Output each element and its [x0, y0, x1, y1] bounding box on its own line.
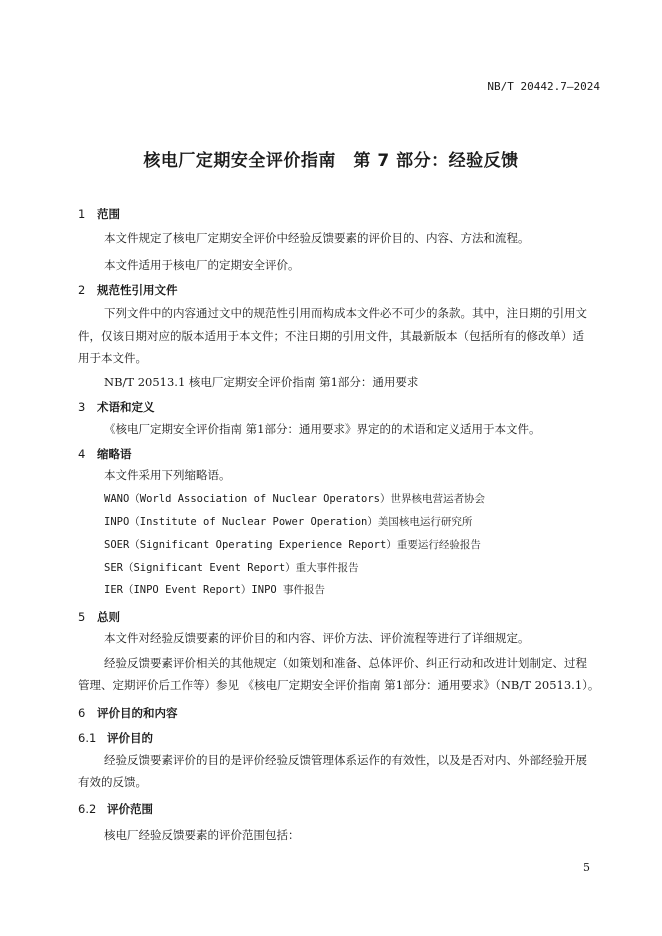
abbreviation-item: SOER（Significant Operating Experience Report）重要运行经验报告	[104, 539, 481, 551]
paragraph: 本文件适用于核电厂的定期安全评价。	[104, 258, 300, 272]
section-number: 6.1	[78, 731, 97, 745]
paragraph: 《核电厂定期安全评价指南 第1部分：通用要求》界定的的术语和定义适用于本文件。	[104, 422, 541, 436]
section-number: 6	[78, 706, 86, 720]
section-title: 评价目的和内容	[97, 706, 178, 720]
section-6-2-heading	[78, 801, 153, 817]
section-number: 5	[78, 610, 86, 624]
abbreviation-item: INPO（Institute of Nuclear Power Operation）美国核电运行研究所	[104, 516, 473, 528]
section-1-heading	[78, 206, 120, 222]
standard-number: NB/T 20442.7—2024	[487, 80, 600, 93]
section-6-1-heading	[78, 730, 153, 746]
section-6-heading	[78, 705, 178, 721]
section-title: 评价范围	[107, 802, 153, 816]
section-number: 1	[78, 207, 86, 221]
page-title: 核电厂定期安全评价指南 第 7 部分：经验反馈	[143, 151, 519, 171]
page-number: 5	[583, 861, 590, 874]
section-3-heading	[78, 399, 155, 415]
paragraph-line: 有效的反馈。	[78, 775, 147, 789]
paragraph: 本文件规定了核电厂定期安全评价中经验反馈要素的评价目的、内容、方法和流程。	[104, 231, 530, 245]
paragraph-line: 经验反馈要素评价的目的是评价经验反馈管理体系运作的有效性，以及是否对内、外部经验开展	[104, 753, 587, 767]
section-title: 范围	[97, 207, 120, 221]
paragraph-line: 管理、定期评价后工作等）参见 《核电厂定期安全评价指南 第1部分：通用要求》（NB/T 20513.1）。	[78, 678, 600, 692]
section-4-heading	[78, 446, 132, 462]
section-number: 2	[78, 283, 86, 297]
reference-item: NB/T 20513.1 核电厂定期安全评价指南 第1部分：通用要求	[104, 375, 419, 389]
section-2-heading	[78, 282, 178, 298]
abbreviation-item: SER（Significant Event Report）重大事件报告	[104, 562, 359, 574]
paragraph-line: 用于本文件。	[78, 351, 147, 365]
section-title: 总则	[97, 610, 120, 624]
paragraph-line: 经验反馈要素评价相关的其他规定（如策划和准备、总体评价、纠正行动和改进计划制定、过程	[104, 656, 587, 670]
paragraph: 核电厂经验反馈要素的评价范围包括：	[104, 828, 300, 842]
section-number: 3	[78, 400, 86, 414]
section-title: 规范性引用文件	[97, 283, 178, 297]
section-title: 评价目的	[107, 731, 153, 745]
section-5-heading	[78, 609, 120, 625]
section-number: 4	[78, 447, 86, 461]
abbreviation-item: IER（INPO Event Report）INPO 事件报告	[104, 584, 326, 596]
paragraph-line: 下列文件中的内容通过文中的规范性引用而构成本文件必不可少的条款。其中，注日期的引用文	[104, 306, 587, 320]
section-title: 缩略语	[97, 447, 132, 461]
abbreviation-item: WANO（World Association of Nuclear Operators）世界核电营运者协会	[104, 493, 486, 505]
paragraph-line: 件，仅该日期对应的版本适用于本文件；不注日期的引用文件，其最新版本（包括所有的修改单）适	[78, 329, 584, 343]
paragraph: 本文件采用下列缩略语。	[104, 468, 231, 482]
section-number: 6.2	[78, 802, 97, 816]
section-title: 术语和定义	[97, 400, 155, 414]
paragraph: 本文件对经验反馈要素的评价目的和内容、评价方法、评价流程等进行了详细规定。	[104, 631, 530, 645]
